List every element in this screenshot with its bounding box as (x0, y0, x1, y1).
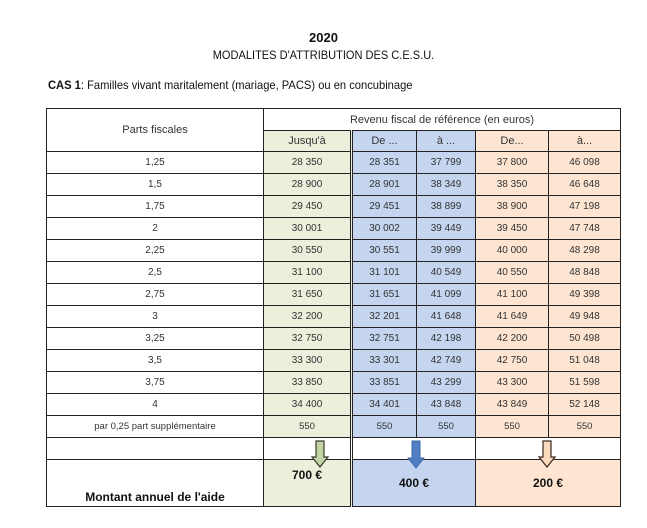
amount-700: 700 € (264, 460, 352, 507)
income-cell: 33 300 (264, 350, 352, 372)
income-cell: 41 100 (476, 284, 549, 306)
income-cell: 48 848 (549, 262, 621, 284)
table-row (47, 152, 621, 174)
income-cell: 31 650 (264, 284, 352, 306)
table-row (47, 306, 621, 328)
parts-fiscales-cell: 2 (47, 218, 264, 240)
income-cell: 42 749 (417, 350, 476, 372)
income-cell: 34 401 (352, 394, 417, 416)
income-cell: 38 900 (476, 196, 549, 218)
income-cell: 43 299 (417, 372, 476, 394)
income-cell: 43 848 (417, 394, 476, 416)
table-row-extra (47, 416, 621, 438)
table-row (47, 350, 621, 372)
income-cell: 52 148 (549, 394, 621, 416)
amount-200: 200 € (476, 460, 621, 507)
income-cell: 46 648 (549, 174, 621, 196)
income-cell: 40 000 (476, 240, 549, 262)
income-cell: 40 549 (417, 262, 476, 284)
income-cell: 30 001 (264, 218, 352, 240)
cesu-table (46, 108, 621, 507)
income-cell: 30 550 (264, 240, 352, 262)
income-cell: 38 349 (417, 174, 476, 196)
income-cell: 51 598 (549, 372, 621, 394)
extra-value: 550 (417, 416, 476, 438)
table-row (47, 174, 621, 196)
income-cell: 33 851 (352, 372, 417, 394)
table-row (47, 218, 621, 240)
income-cell: 32 200 (264, 306, 352, 328)
income-cell: 29 450 (264, 196, 352, 218)
income-cell: 40 550 (476, 262, 549, 284)
income-cell: 28 901 (352, 174, 417, 196)
case-subtitle (48, 78, 413, 92)
income-cell: 32 201 (352, 306, 417, 328)
parts-fiscales-cell: 2,5 (47, 262, 264, 284)
table-row-amount (47, 460, 621, 507)
income-cell: 33 301 (352, 350, 417, 372)
income-cell: 28 350 (264, 152, 352, 174)
income-cell: 49 398 (549, 284, 621, 306)
blank-cell (47, 438, 264, 460)
income-cell: 47 748 (549, 218, 621, 240)
income-cell: 41 099 (417, 284, 476, 306)
parts-fiscales-cell: 3,5 (47, 350, 264, 372)
parts-fiscales-cell: 1,5 (47, 174, 264, 196)
parts-fiscales-cell: 2,25 (47, 240, 264, 262)
income-cell: 28 351 (352, 152, 417, 174)
parts-fiscales-cell: 1,75 (47, 196, 264, 218)
income-cell: 42 750 (476, 350, 549, 372)
income-cell: 28 900 (264, 174, 352, 196)
arrow-down-peach-icon (538, 440, 556, 468)
income-cell: 49 948 (549, 306, 621, 328)
income-cell: 30 002 (352, 218, 417, 240)
income-cell: 41 648 (417, 306, 476, 328)
header-parts-fiscales: Parts fiscales (47, 109, 264, 152)
income-cell: 51 048 (549, 350, 621, 372)
header-revenu-fiscal: Revenu fiscal de référence (en euros) (264, 109, 621, 131)
subheader-de-blue: De ... (352, 131, 417, 152)
table-row (47, 372, 621, 394)
case-label: CAS 1 (48, 78, 81, 92)
parts-fiscales-cell: 3,75 (47, 372, 264, 394)
table-row (47, 262, 621, 284)
income-cell: 37 799 (417, 152, 476, 174)
subheader-de-peach: De... (476, 131, 549, 152)
parts-fiscales-cell: 3,25 (47, 328, 264, 350)
income-cell: 32 751 (352, 328, 417, 350)
income-cell: 46 098 (549, 152, 621, 174)
amount-label: Montant annuel de l'aide (47, 460, 264, 507)
document-year: 2020 (309, 30, 338, 45)
table-row (47, 196, 621, 218)
subheader-a-blue: à ... (417, 131, 476, 152)
table-row (47, 328, 621, 350)
income-cell: 31 651 (352, 284, 417, 306)
table-row (47, 394, 621, 416)
income-cell: 34 400 (264, 394, 352, 416)
table-row (47, 284, 621, 306)
income-cell: 43 300 (476, 372, 549, 394)
income-cell: 29 451 (352, 196, 417, 218)
parts-fiscales-cell: 1,25 (47, 152, 264, 174)
income-cell: 30 551 (352, 240, 417, 262)
income-cell: 38 899 (417, 196, 476, 218)
subheader-jusqua: Jusqu'à (264, 131, 352, 152)
document-title: MODALITES D'ATTRIBUTION DES C.E.S.U. (212, 48, 435, 62)
income-cell: 38 350 (476, 174, 549, 196)
income-cell: 32 750 (264, 328, 352, 350)
parts-fiscales-cell: 3 (47, 306, 264, 328)
extra-value: 550 (549, 416, 621, 438)
parts-fiscales-cell: 4 (47, 394, 264, 416)
income-cell: 47 198 (549, 196, 621, 218)
income-cell: 33 850 (264, 372, 352, 394)
income-cell: 39 999 (417, 240, 476, 262)
blank-cell (264, 438, 352, 460)
income-cell: 39 450 (476, 218, 549, 240)
income-cell: 42 198 (417, 328, 476, 350)
subheader-a-peach: à... (549, 131, 621, 152)
extra-parts-label: par 0,25 part supplémentaire (47, 416, 264, 438)
table-row-blank (47, 438, 621, 460)
income-cell: 48 298 (549, 240, 621, 262)
income-cell: 42 200 (476, 328, 549, 350)
income-cell: 43 849 (476, 394, 549, 416)
extra-value: 550 (352, 416, 417, 438)
extra-value: 550 (264, 416, 352, 438)
parts-fiscales-cell: 2,75 (47, 284, 264, 306)
income-cell: 31 100 (264, 262, 352, 284)
arrow-down-green-icon (311, 440, 329, 468)
amount-400: 400 € (352, 460, 476, 507)
income-cell: 39 449 (417, 218, 476, 240)
extra-value: 550 (476, 416, 549, 438)
income-cell: 31 101 (352, 262, 417, 284)
table-row (47, 240, 621, 262)
income-cell: 50 498 (549, 328, 621, 350)
case-text: : Familles vivant maritalement (mariage, PACS) ou en concubinage (80, 78, 413, 92)
income-cell: 37 800 (476, 152, 549, 174)
income-cell: 41 649 (476, 306, 549, 328)
arrow-down-blue-icon (407, 440, 425, 469)
